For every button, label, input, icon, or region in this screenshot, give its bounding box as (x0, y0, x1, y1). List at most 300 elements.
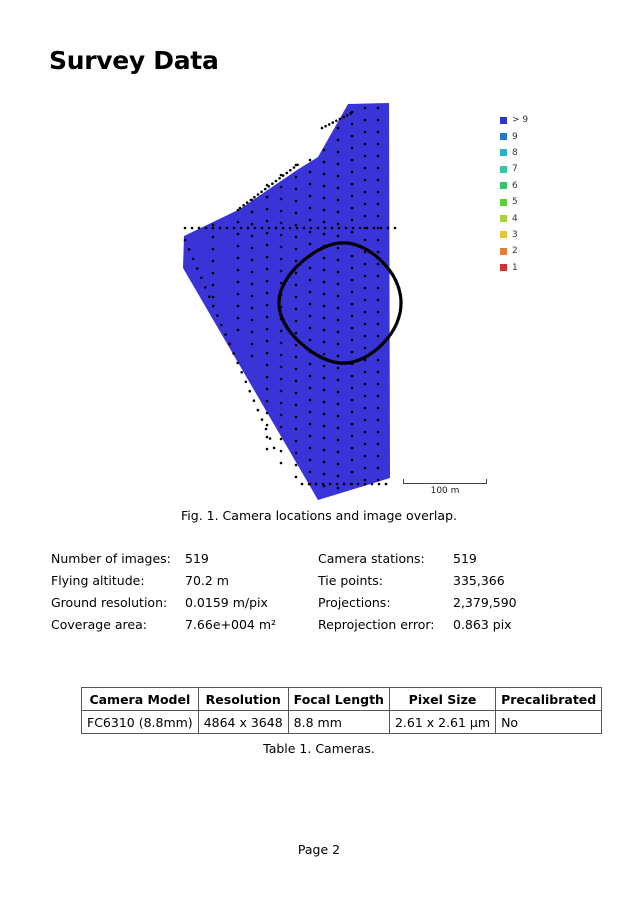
camera-dot (296, 227, 299, 230)
legend-item (500, 112, 528, 128)
camera-dot (295, 284, 298, 287)
camera-dot (323, 209, 326, 212)
stat-row (51, 551, 591, 573)
camera-dot (293, 166, 296, 169)
camera-dot (377, 227, 380, 230)
camera-dot (337, 343, 340, 346)
camera-dot (323, 269, 326, 272)
camera-dot (251, 271, 254, 274)
camera-dot (364, 467, 367, 470)
camera-dot (377, 455, 380, 458)
camera-dot (351, 195, 354, 198)
camera-dot (266, 400, 269, 403)
camera-dot (364, 335, 367, 338)
legend-item (500, 227, 528, 243)
camera-dot (343, 483, 346, 486)
legend-swatch (500, 133, 507, 140)
camera-dot (351, 375, 354, 378)
camera-dot (377, 131, 380, 134)
camera-dot (257, 409, 260, 412)
camera-dot (295, 440, 298, 443)
camera-dot (309, 411, 312, 414)
camera-dot (377, 287, 380, 290)
camera-dot (351, 231, 354, 234)
camera-dot (251, 259, 254, 262)
camera-dot (192, 258, 195, 261)
camera-dot (309, 183, 312, 186)
camera-dot (364, 323, 367, 326)
table-caption: Table 1. Cameras. (263, 741, 375, 756)
camera-dot (351, 147, 354, 150)
camera-dot (364, 119, 367, 122)
camera-dot (253, 399, 256, 402)
camera-dot (335, 120, 338, 123)
stat-value: 335,366 (453, 573, 505, 588)
camera-dot (337, 391, 340, 394)
camera-dot (351, 183, 354, 186)
camera-dot (351, 399, 354, 402)
stat-value: 2,379,590 (453, 595, 517, 610)
camera-dot (337, 487, 340, 490)
camera-dot (323, 317, 326, 320)
camera-dot (350, 483, 353, 486)
camera-dot (233, 227, 236, 230)
camera-dot (280, 378, 283, 381)
camera-dot (280, 426, 283, 429)
camera-dot (364, 143, 367, 146)
camera-dot (253, 196, 256, 199)
table-header-row (82, 688, 602, 711)
camera-dot (196, 267, 199, 270)
camera-dot (364, 107, 367, 110)
legend-label: 1 (512, 262, 518, 273)
stat-value: 519 (453, 551, 477, 566)
legend-swatch (500, 264, 507, 271)
camera-dot (380, 227, 383, 230)
camera-dot (337, 187, 340, 190)
camera-dot (224, 333, 227, 336)
camera-dot (373, 227, 376, 230)
camera-dot (377, 107, 380, 110)
camera-dot (260, 191, 263, 194)
table-cell: 2.61 x 2.61 μm (389, 711, 495, 734)
camera-dot (351, 123, 354, 126)
camera-dot (280, 366, 283, 369)
camera-dot (280, 246, 283, 249)
camera-dot (385, 483, 388, 486)
camera-dot (364, 191, 367, 194)
overlap-legend (500, 112, 528, 276)
camera-dot (364, 263, 367, 266)
camera-dot (351, 291, 354, 294)
camera-overlap-map (170, 95, 410, 505)
camera-dot (377, 155, 380, 158)
camera-dot (377, 179, 380, 182)
camera-dot (351, 267, 354, 270)
camera-dot (212, 227, 215, 230)
camera-dot (280, 282, 283, 285)
legend-swatch (500, 166, 507, 173)
camera-dot (351, 219, 354, 222)
camera-dot (337, 199, 340, 202)
camera-dot (339, 118, 342, 121)
legend-item (500, 243, 528, 259)
camera-dot (212, 272, 215, 275)
camera-dot (331, 227, 334, 230)
legend-swatch (500, 149, 507, 156)
camera-dot (280, 330, 283, 333)
legend-swatch (500, 231, 507, 238)
camera-dot (324, 227, 327, 230)
stat-label: Coverage area: (51, 617, 147, 632)
camera-dot (251, 211, 254, 214)
camera-dot (377, 371, 380, 374)
camera-dot (364, 347, 367, 350)
camera-dot (232, 352, 235, 355)
camera-dot (323, 293, 326, 296)
camera-dot (280, 270, 283, 273)
camera-dot (295, 296, 298, 299)
camera-dot (266, 424, 269, 427)
camera-dot (377, 407, 380, 410)
stat-label: Tie points: (318, 573, 383, 588)
camera-dot (212, 224, 215, 227)
camera-dot (247, 227, 250, 230)
camera-dot (364, 443, 367, 446)
camera-dot (378, 483, 381, 486)
camera-dot (337, 151, 340, 154)
camera-dot (364, 299, 367, 302)
camera-dot (280, 450, 283, 453)
camera-dot (295, 476, 298, 479)
camera-dot (266, 328, 269, 331)
camera-dot (323, 257, 326, 260)
stat-label: Projections: (318, 595, 391, 610)
camera-dot (237, 257, 240, 260)
camera-dot (208, 295, 211, 298)
stat-value: 70.2 m (185, 573, 229, 588)
camera-dot (280, 210, 283, 213)
camera-dot (280, 222, 283, 225)
camera-dot (323, 329, 326, 332)
camera-dot (309, 243, 312, 246)
camera-dot (351, 207, 354, 210)
camera-dot (371, 483, 374, 486)
camera-dot (266, 256, 269, 259)
legend-swatch (500, 199, 507, 206)
camera-dot (265, 428, 268, 431)
camera-dot (309, 231, 312, 234)
camera-dot (266, 280, 269, 283)
camera-dot (280, 402, 283, 405)
camera-dot (350, 112, 353, 115)
stat-value: 0.0159 m/pix (185, 595, 268, 610)
camera-dot (337, 415, 340, 418)
camera-dot (266, 292, 269, 295)
camera-dot (309, 327, 312, 330)
camera-dot (275, 180, 278, 183)
camera-dot (266, 316, 269, 319)
camera-dot (337, 211, 340, 214)
camera-dot (309, 459, 312, 462)
camera-dot (364, 131, 367, 134)
camera-dot (266, 376, 269, 379)
camera-dot (364, 371, 367, 374)
camera-dot (336, 483, 339, 486)
stat-value: 0.863 pix (453, 617, 512, 632)
table-cell: FC6310 (8.8mm) (82, 711, 199, 734)
camera-dot (337, 319, 340, 322)
camera-dot (377, 119, 380, 122)
camera-dot (250, 199, 253, 202)
camera-dot (228, 343, 231, 346)
camera-dot (323, 281, 326, 284)
camera-dot (337, 379, 340, 382)
cameras-table (81, 687, 602, 734)
camera-dot (323, 197, 326, 200)
camera-dot (337, 127, 340, 130)
camera-dot (329, 483, 332, 486)
legend-swatch (500, 117, 507, 124)
camera-dot (212, 296, 215, 299)
stat-label: Number of images: (51, 551, 171, 566)
camera-dot (359, 227, 362, 230)
camera-dot (337, 163, 340, 166)
camera-dot (237, 221, 240, 224)
camera-dot (337, 307, 340, 310)
camera-dot (377, 335, 380, 338)
camera-dot (309, 435, 312, 438)
camera-dot (351, 135, 354, 138)
camera-dot (364, 419, 367, 422)
camera-dot (394, 227, 397, 230)
camera-dot (323, 377, 326, 380)
camera-dot (251, 343, 254, 346)
camera-dot (377, 215, 380, 218)
camera-dot (338, 227, 341, 230)
camera-dot (323, 389, 326, 392)
camera-dot (323, 161, 326, 164)
camera-dot (237, 209, 240, 212)
camera-dot (266, 364, 269, 367)
camera-dot (280, 174, 283, 177)
camera-dot (337, 427, 340, 430)
camera-dot (278, 177, 281, 180)
legend-item (500, 161, 528, 177)
camera-dot (351, 315, 354, 318)
column-header: Precalibrated (496, 688, 602, 711)
camera-dot (184, 227, 187, 230)
camera-dot (280, 342, 283, 345)
camera-dot (286, 172, 289, 175)
camera-dot (310, 227, 313, 230)
camera-dot (280, 462, 283, 465)
camera-dot (264, 188, 267, 191)
camera-dot (351, 171, 354, 174)
camera-dot (351, 387, 354, 390)
camera-dot (364, 239, 367, 242)
camera-dot (337, 139, 340, 142)
camera-dot (315, 483, 318, 486)
camera-dot (364, 179, 367, 182)
camera-dot (261, 418, 264, 421)
legend-label: 6 (512, 180, 518, 191)
legend-label: > 9 (512, 115, 529, 126)
camera-dot (309, 363, 312, 366)
camera-dot (337, 283, 340, 286)
camera-dot (309, 219, 312, 222)
camera-dot (309, 303, 312, 306)
camera-dot (323, 365, 326, 368)
camera-dot (251, 307, 254, 310)
legend-label: 2 (512, 246, 518, 257)
camera-dot (295, 368, 298, 371)
camera-dot (323, 233, 326, 236)
table-cell: No (496, 711, 602, 734)
camera-dot (337, 235, 340, 238)
camera-dot (364, 167, 367, 170)
camera-dot (295, 416, 298, 419)
camera-dot (337, 259, 340, 262)
camera-dot (237, 317, 240, 320)
camera-dot (257, 193, 260, 196)
camera-dot (332, 121, 335, 124)
camera-dot (266, 436, 269, 439)
camera-dot (266, 304, 269, 307)
camera-dot (364, 479, 367, 482)
camera-dot (323, 461, 326, 464)
camera-dot (323, 221, 326, 224)
camera-dot (295, 212, 298, 215)
legend-swatch (500, 215, 507, 222)
stat-value: 519 (185, 551, 209, 566)
camera-dot (351, 435, 354, 438)
stat-row (51, 595, 591, 617)
stat-label: Flying altitude: (51, 573, 145, 588)
camera-dot (275, 227, 278, 230)
legend-item (500, 178, 528, 194)
camera-dot (377, 383, 380, 386)
camera-dot (324, 125, 327, 128)
camera-dot (251, 247, 254, 250)
camera-dot (266, 208, 269, 211)
camera-dot (337, 355, 340, 358)
camera-dot (295, 272, 298, 275)
table-cell: 8.8 mm (288, 711, 389, 734)
legend-item (500, 210, 528, 226)
camera-dot (295, 332, 298, 335)
camera-dot (295, 344, 298, 347)
camera-dot (268, 185, 271, 188)
camera-dot (212, 236, 215, 239)
camera-dot (337, 403, 340, 406)
camera-dot (295, 392, 298, 395)
camera-dot (377, 311, 380, 314)
camera-dot (351, 459, 354, 462)
camera-dot (345, 227, 348, 230)
camera-dot (377, 395, 380, 398)
camera-dot (399, 300, 402, 303)
page-number: Page 2 (297, 842, 341, 857)
camera-dot (351, 327, 354, 330)
camera-dot (295, 248, 298, 251)
camera-dot (212, 248, 215, 251)
camera-dot (266, 196, 269, 199)
camera-dot (309, 171, 312, 174)
camera-dot (216, 314, 219, 317)
camera-dot (303, 227, 306, 230)
table-row (82, 711, 602, 734)
camera-dot (337, 223, 340, 226)
legend-item (500, 194, 528, 210)
camera-dot (309, 447, 312, 450)
camera-dot (377, 203, 380, 206)
camera-dot (309, 207, 312, 210)
page-title: Survey Data (49, 46, 219, 75)
camera-dot (280, 354, 283, 357)
camera-dot (212, 260, 215, 263)
camera-dot (280, 198, 283, 201)
legend-swatch (500, 248, 507, 255)
camera-dot (226, 227, 229, 230)
camera-dot (337, 271, 340, 274)
camera-dot (377, 299, 380, 302)
camera-dot (317, 227, 320, 230)
camera-dot (282, 174, 285, 177)
camera-dot (273, 447, 276, 450)
camera-dot (323, 449, 326, 452)
camera-dot (323, 401, 326, 404)
camera-dot (295, 320, 298, 323)
figure-caption: Fig. 1. Camera locations and image overlap. (181, 508, 457, 523)
camera-dot (377, 191, 380, 194)
camera-dot (251, 319, 254, 322)
camera-dot (261, 227, 264, 230)
camera-dot (377, 419, 380, 422)
camera-dot (251, 223, 254, 226)
camera-dot (309, 399, 312, 402)
camera-dot (323, 305, 326, 308)
camera-dot (251, 331, 254, 334)
camera-dot (309, 471, 312, 474)
legend-swatch (500, 182, 507, 189)
camera-dot (308, 483, 311, 486)
camera-dot (205, 227, 208, 230)
camera-dot (377, 275, 380, 278)
camera-dot (280, 234, 283, 237)
camera-dot (351, 447, 354, 450)
camera-dot (364, 155, 367, 158)
stat-value: 7.66e+004 m² (185, 617, 277, 632)
camera-dot (204, 286, 207, 289)
camera-dot (309, 339, 312, 342)
camera-dot (237, 245, 240, 248)
camera-dot (266, 340, 269, 343)
camera-dot (323, 353, 326, 356)
column-header: Resolution (198, 688, 288, 711)
camera-dot (295, 224, 298, 227)
camera-dot (237, 233, 240, 236)
camera-dot (387, 227, 390, 230)
legend-label: 7 (512, 164, 518, 175)
camera-dot (351, 411, 354, 414)
camera-dot (266, 232, 269, 235)
camera-dot (295, 308, 298, 311)
stat-label: Reprojection error: (318, 617, 435, 632)
camera-dot (282, 227, 285, 230)
column-header: Camera Model (82, 688, 199, 711)
camera-dot (351, 471, 354, 474)
